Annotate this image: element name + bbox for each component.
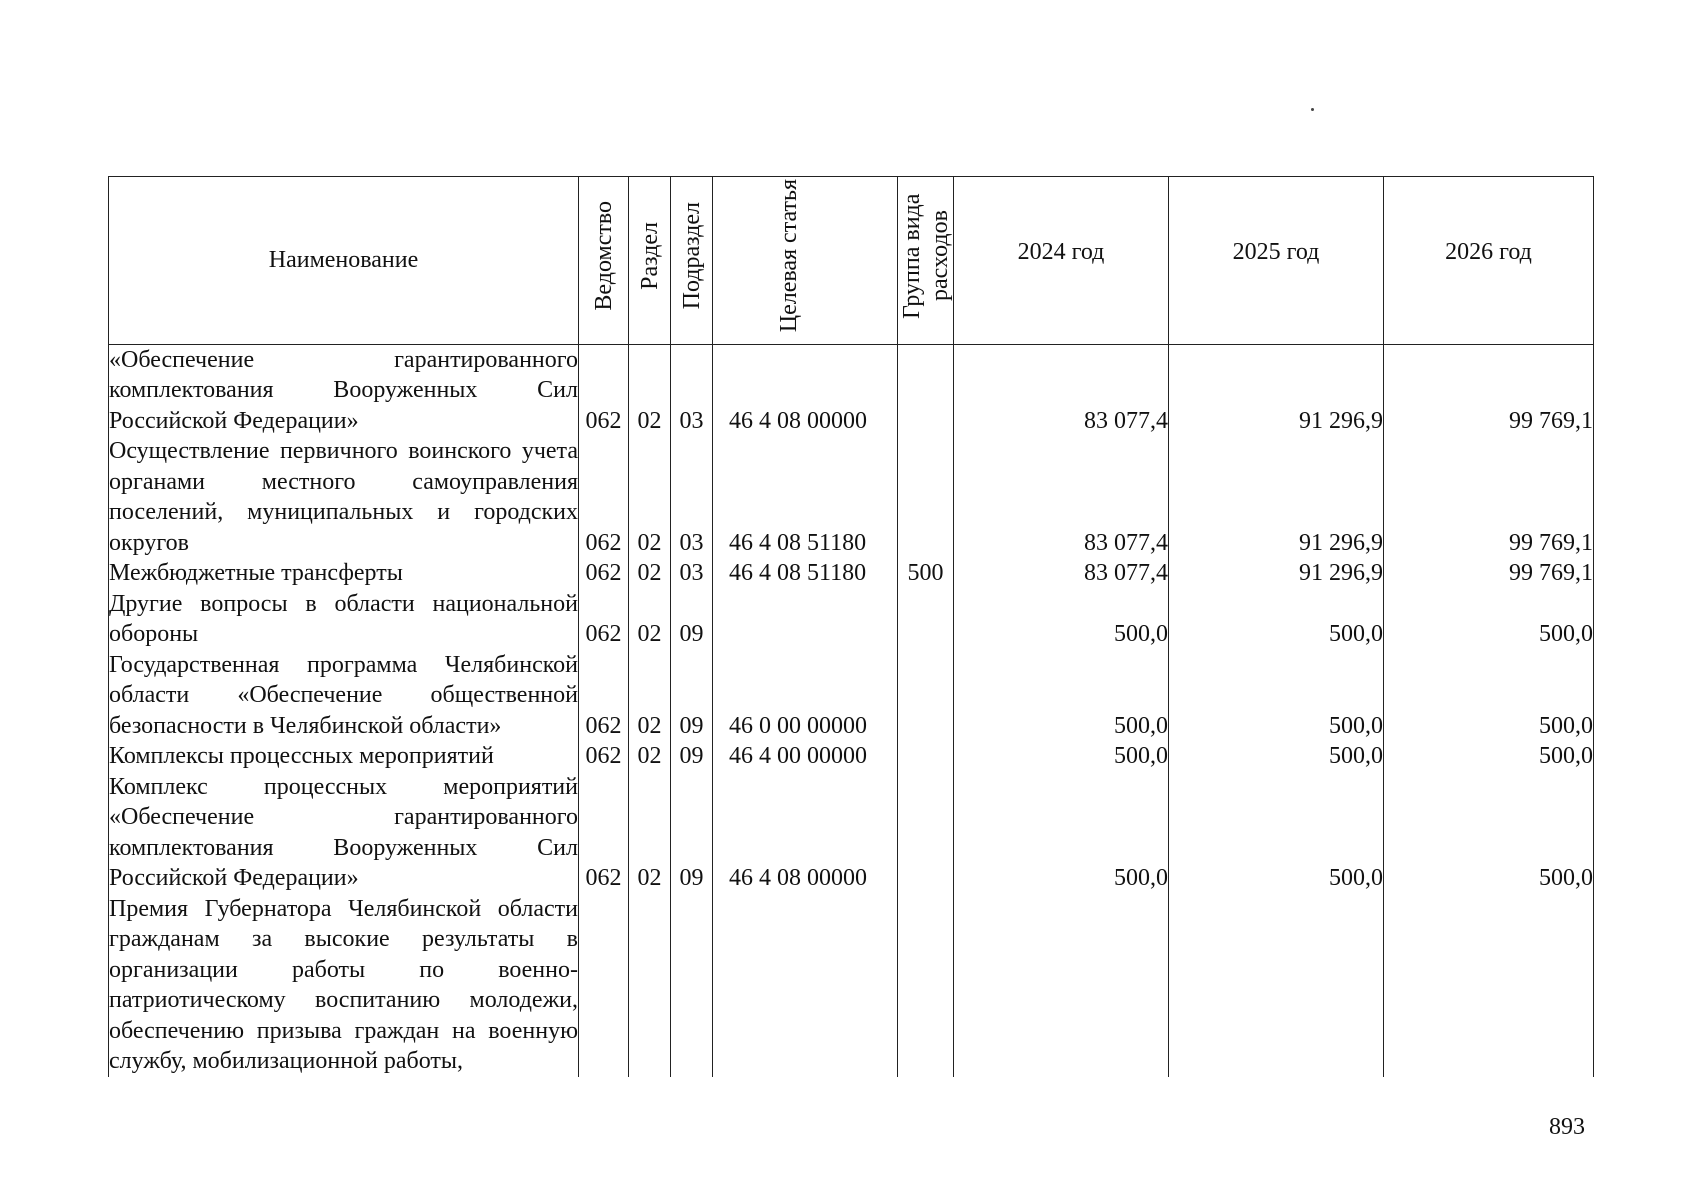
row-2024: 83 077,4 (954, 436, 1169, 558)
table-row (109, 650, 1594, 742)
row-2024: 500,0 (954, 650, 1169, 742)
row-name: Комплексы процессных мероприятий (109, 741, 579, 772)
row-gruppa (898, 772, 954, 894)
row-2025: 91 296,9 (1169, 436, 1384, 558)
header-tselevaya-statya: Целевая статья (713, 177, 898, 345)
row-2024 (954, 894, 1169, 1077)
row-name: Другие вопросы в области национальной обороны (109, 589, 579, 650)
row-2026: 500,0 (1384, 650, 1594, 742)
row-name: Государственная программа Челябинской области «Обеспечение общественной безопасности в Челябинской области» (109, 650, 579, 742)
table-row (109, 589, 1594, 650)
row-2025: 500,0 (1169, 589, 1384, 650)
row-2024: 500,0 (954, 741, 1169, 772)
row-tselevaya-statya: 46 4 00 00000 (713, 741, 898, 772)
row-2024: 500,0 (954, 589, 1169, 650)
header-vedomstvo: Ведомство (579, 177, 629, 345)
row-podrazdel (671, 894, 713, 1077)
table-row (109, 894, 1594, 1077)
row-2026: 500,0 (1384, 589, 1594, 650)
row-vedomstvo (579, 894, 629, 1077)
row-tselevaya-statya (713, 894, 898, 1077)
row-gruppa: 500 (898, 558, 954, 589)
row-razdel (629, 894, 671, 1077)
row-razdel: 02 (629, 558, 671, 589)
row-tselevaya-statya: 46 0 00 00000 (713, 650, 898, 742)
row-podrazdel: 09 (671, 772, 713, 894)
row-podrazdel: 03 (671, 558, 713, 589)
row-name: Осуществление первичного воинского учета органами местного самоуправления поселений, муниципальных и городских округов (109, 436, 579, 558)
row-razdel: 02 (629, 650, 671, 742)
table-row (109, 344, 1594, 436)
row-razdel: 02 (629, 344, 671, 436)
row-vedomstvo: 062 (579, 772, 629, 894)
header-2024: 2024 год (954, 177, 1169, 345)
row-name: Премия Губернатора Челябинской области гражданам за высокие результаты в организации работы по военно-патриотическому воспитанию молодежи, обеспечению призыва граждан на военную службу, мобилизационной работы, (109, 894, 579, 1077)
header-gruppa-vida-rashodov: Группа вида расходов (898, 177, 954, 345)
row-razdel: 02 (629, 741, 671, 772)
row-vedomstvo: 062 (579, 344, 629, 436)
row-2024: 500,0 (954, 772, 1169, 894)
row-2026: 99 769,1 (1384, 558, 1594, 589)
scan-dot (1311, 108, 1314, 111)
row-razdel: 02 (629, 589, 671, 650)
row-2025: 91 296,9 (1169, 344, 1384, 436)
page-number: 893 (1549, 1114, 1585, 1140)
row-razdel: 02 (629, 436, 671, 558)
row-tselevaya-statya (713, 589, 898, 650)
row-2025: 500,0 (1169, 772, 1384, 894)
table-row (109, 741, 1594, 772)
row-name: Межбюджетные трансферты (109, 558, 579, 589)
row-2026: 500,0 (1384, 741, 1594, 772)
row-tselevaya-statya: 46 4 08 51180 (713, 436, 898, 558)
row-podrazdel: 03 (671, 436, 713, 558)
table-header-row (109, 177, 1594, 345)
row-2025: 500,0 (1169, 741, 1384, 772)
row-gruppa (898, 589, 954, 650)
row-2025: 500,0 (1169, 650, 1384, 742)
row-podrazdel: 03 (671, 344, 713, 436)
row-2024: 83 077,4 (954, 558, 1169, 589)
header-razdel: Раздел (629, 177, 671, 345)
budget-table (108, 176, 1594, 1077)
row-vedomstvo: 062 (579, 436, 629, 558)
row-vedomstvo: 062 (579, 589, 629, 650)
row-2024: 83 077,4 (954, 344, 1169, 436)
row-vedomstvo: 062 (579, 741, 629, 772)
row-gruppa (898, 650, 954, 742)
row-tselevaya-statya: 46 4 08 00000 (713, 772, 898, 894)
table-row (109, 558, 1594, 589)
row-gruppa (898, 741, 954, 772)
row-2025 (1169, 894, 1384, 1077)
row-gruppa (898, 344, 954, 436)
header-name: Наименование (109, 177, 579, 345)
header-2025: 2025 год (1169, 177, 1384, 345)
row-podrazdel: 09 (671, 741, 713, 772)
row-podrazdel: 09 (671, 650, 713, 742)
row-vedomstvo: 062 (579, 650, 629, 742)
table-row (109, 772, 1594, 894)
row-name: «Обеспечение гарантированного комплектования Вооруженных Сил Российской Федерации» (109, 344, 579, 436)
row-2026: 99 769,1 (1384, 344, 1594, 436)
header-2026: 2026 год (1384, 177, 1594, 345)
row-tselevaya-statya: 46 4 08 51180 (713, 558, 898, 589)
table-row (109, 436, 1594, 558)
row-gruppa (898, 436, 954, 558)
row-vedomstvo: 062 (579, 558, 629, 589)
row-2026: 99 769,1 (1384, 436, 1594, 558)
row-2025: 91 296,9 (1169, 558, 1384, 589)
row-razdel: 02 (629, 772, 671, 894)
row-name: Комплекс процессных мероприятий «Обеспечение гарантированного комплектования Вооруженных Сил Российской Федерации» (109, 772, 579, 894)
row-tselevaya-statya: 46 4 08 00000 (713, 344, 898, 436)
row-2026 (1384, 894, 1594, 1077)
row-podrazdel: 09 (671, 589, 713, 650)
header-podrazdel: Подраздел (671, 177, 713, 345)
row-gruppa (898, 894, 954, 1077)
row-2026: 500,0 (1384, 772, 1594, 894)
